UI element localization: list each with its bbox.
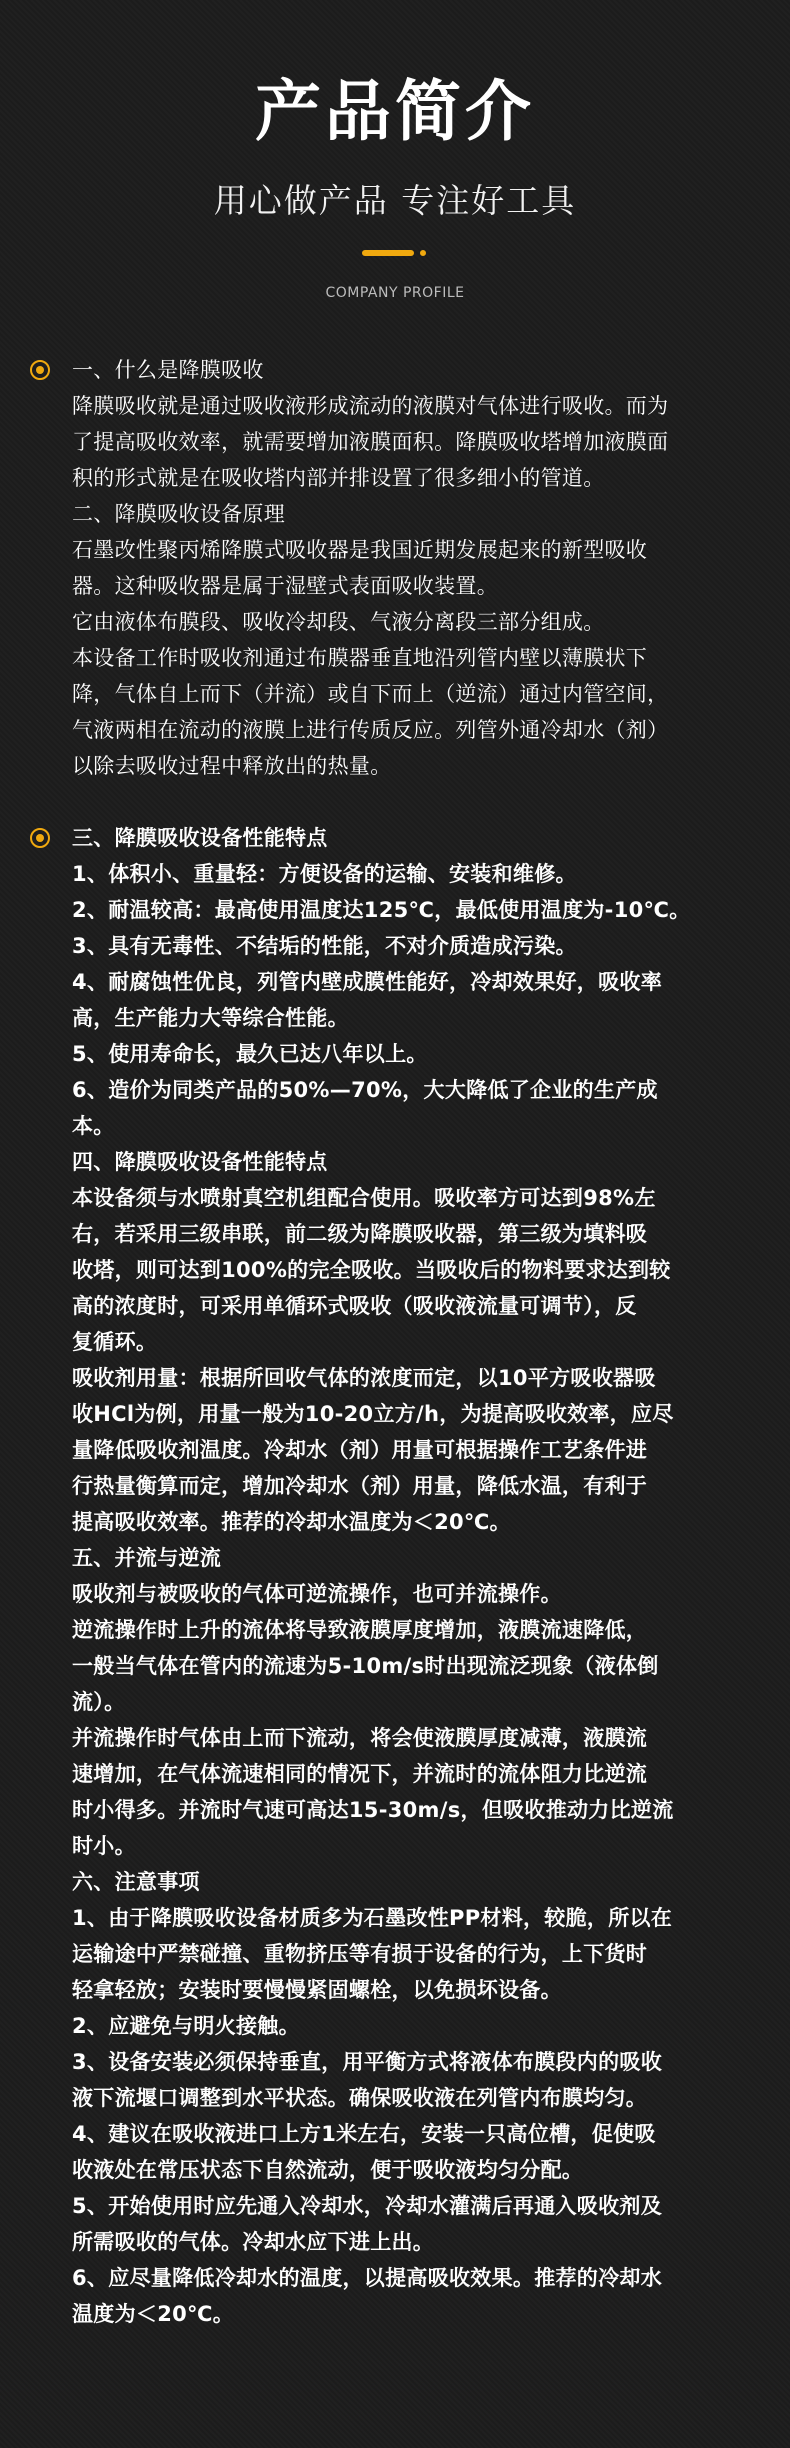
text-line: 运输途中严禁碰撞、重物挤压等有损于设备的行为，上下货时 xyxy=(72,1942,648,1966)
text-line: 气液两相在流动的液膜上进行传质反应。列管外通冷却水（剂） xyxy=(72,718,669,742)
text-line: 2、应避免与明火接触。 xyxy=(72,2014,300,2038)
section-principle xyxy=(72,352,752,784)
text-line: 轻拿轻放；安装时要慢慢紧固螺栓，以免损坏设备。 xyxy=(72,1978,562,2002)
text-line: 3、设备安装必须保持垂直，用平衡方式将液体布膜段内的吸收 xyxy=(72,2050,663,2074)
text-line: 液下流堰口调整到水平状态。确保吸收液在列管内布膜均匀。 xyxy=(72,2086,648,2110)
text-line: 逆流操作时上升的流体将导致液膜厚度增加，液膜流速降低， xyxy=(72,1618,648,1642)
divider-bar xyxy=(362,250,414,256)
text-line: 三、降膜吸收设备性能特点 xyxy=(72,826,328,850)
text-line: 二、降膜吸收设备原理 xyxy=(72,502,285,526)
text-line: 1、体积小、重量轻：方便设备的运输、安装和维修。 xyxy=(72,862,577,886)
text-line: 五、并流与逆流 xyxy=(72,1546,222,1570)
text-line: 以除去吸收过程中释放出的热量。 xyxy=(72,754,392,778)
target-dot-icon xyxy=(30,360,50,380)
text-line: 高，生产能力大等综合性能。 xyxy=(72,1006,349,1030)
text-line: 收塔，则可达到100%的完全吸收。当吸收后的物料要求达到较 xyxy=(72,1258,671,1282)
text-line: 了提高吸收效率，就需要增加液膜面积。降膜吸收塔增加液膜面 xyxy=(72,430,669,454)
text-line: 右，若采用三级串联，前二级为降膜吸收器，第三级为填料吸 xyxy=(72,1222,648,1246)
text-line: 降膜吸收就是通过吸收液形成流动的液膜对气体进行吸收。而为 xyxy=(72,394,669,418)
text-line: 时小得多。并流时气速可高达15-30m/s，但吸收推动力比逆流 xyxy=(72,1798,674,1822)
text-line: 它由液体布膜段、吸收冷却段、气液分离段三部分组成。 xyxy=(72,610,605,634)
header xyxy=(0,0,790,330)
text-line: 复循环。 xyxy=(72,1330,158,1354)
text-line: 6、造价为同类产品的50%—70%，大大降低了企业的生产成 xyxy=(72,1078,658,1102)
section-features-text xyxy=(72,820,752,2332)
section-features xyxy=(72,820,752,2332)
text-line: 6、应尽量降低冷却水的温度，以提高吸收效果。推荐的冷却水 xyxy=(72,2266,663,2290)
text-line: 本设备须与水喷射真空机组配合使用。吸收率方可达到98%左 xyxy=(72,1186,656,1210)
text-line: 收液处在常压状态下自然流动，便于吸收液均匀分配。 xyxy=(72,2158,584,2182)
divider-dot xyxy=(420,250,426,256)
text-line: 4、耐腐蚀性优良，列管内壁成膜性能好，冷却效果好，吸收率 xyxy=(72,970,663,994)
text-line: 吸收剂用量：根据所回收气体的浓度而定，以10平方吸收器吸 xyxy=(72,1366,656,1390)
text-line: 四、降膜吸收设备性能特点 xyxy=(72,1150,328,1174)
text-line: 2、耐温较高：最高使用温度达125℃，最低使用温度为-10℃。 xyxy=(72,898,691,922)
text-line: 一般当气体在管内的流速为5-10m/s时出现流泛现象（液体倒 xyxy=(72,1654,659,1678)
text-line: 一、什么是降膜吸收 xyxy=(72,358,264,382)
page-subtitle: 用心做产品 专注好工具 xyxy=(213,181,577,220)
text-line: 5、使用寿命长，最久已达八年以上。 xyxy=(72,1042,428,1066)
text-line: 石墨改性聚丙烯降膜式吸收器是我国近期发展起来的新型吸收 xyxy=(72,538,648,562)
page-title: 产品简介 xyxy=(255,73,535,150)
text-line: 六、注意事项 xyxy=(72,1870,200,1894)
text-line: 高的浓度时，可采用单循环式吸收（吸收液流量可调节），反 xyxy=(72,1294,637,1318)
text-line: 速增加，在气体流速相同的情况下，并流时的流体阻力比逆流 xyxy=(72,1762,648,1786)
text-line: 降，气体自上而下（并流）或自下而上（逆流）通过内管空间， xyxy=(72,682,669,706)
text-line: 时小。 xyxy=(72,1834,136,1858)
text-line: 收HCl为例，用量一般为10-20立方/h，为提高吸收效率，应尽 xyxy=(72,1402,674,1426)
text-line: 所需吸收的气体。冷却水应下进上出。 xyxy=(72,2230,435,2254)
text-line: 3、具有无毒性、不结垢的性能，不对介质造成污染。 xyxy=(72,934,577,958)
text-line: 4、建议在吸收液进口上方1米左右，安装一只高位槽，促使吸 xyxy=(72,2122,656,2146)
text-line: 并流操作时气体由上而下流动，将会使液膜厚度减薄，液膜流 xyxy=(72,1726,648,1750)
text-line: 5、开始使用时应先通入冷却水，冷却水灌满后再通入吸收剂及 xyxy=(72,2194,663,2218)
text-line: 温度为＜20℃。 xyxy=(72,2302,235,2326)
title-divider xyxy=(362,250,428,256)
text-line: 器。这种吸收器是属于湿壁式表面吸收装置。 xyxy=(72,574,498,598)
text-line: 1、由于降膜吸收设备材质多为石墨改性PP材料，较脆，所以在 xyxy=(72,1906,673,1930)
text-line: 积的形式就是在吸收塔内部并排设置了很多细小的管道。 xyxy=(72,466,605,490)
text-line: 本设备工作时吸收剂通过布膜器垂直地沿列管内壁以薄膜状下 xyxy=(72,646,648,670)
text-line: 本。 xyxy=(72,1114,115,1138)
company-profile-label: COMPANY PROFILE xyxy=(325,285,465,301)
text-line: 流）。 xyxy=(72,1690,126,1714)
text-line: 吸收剂与被吸收的气体可逆流操作，也可并流操作。 xyxy=(72,1582,562,1606)
text-line: 提高吸收效率。推荐的冷却水温度为＜20℃。 xyxy=(72,1510,511,1534)
section-principle-text xyxy=(72,352,752,784)
target-dot-icon xyxy=(30,828,50,848)
text-line: 行热量衡算而定，增加冷却水（剂）用量，降低水温，有利于 xyxy=(72,1474,648,1498)
text-line: 量降低吸收剂温度。冷却水（剂）用量可根据操作工艺条件进 xyxy=(72,1438,648,1462)
